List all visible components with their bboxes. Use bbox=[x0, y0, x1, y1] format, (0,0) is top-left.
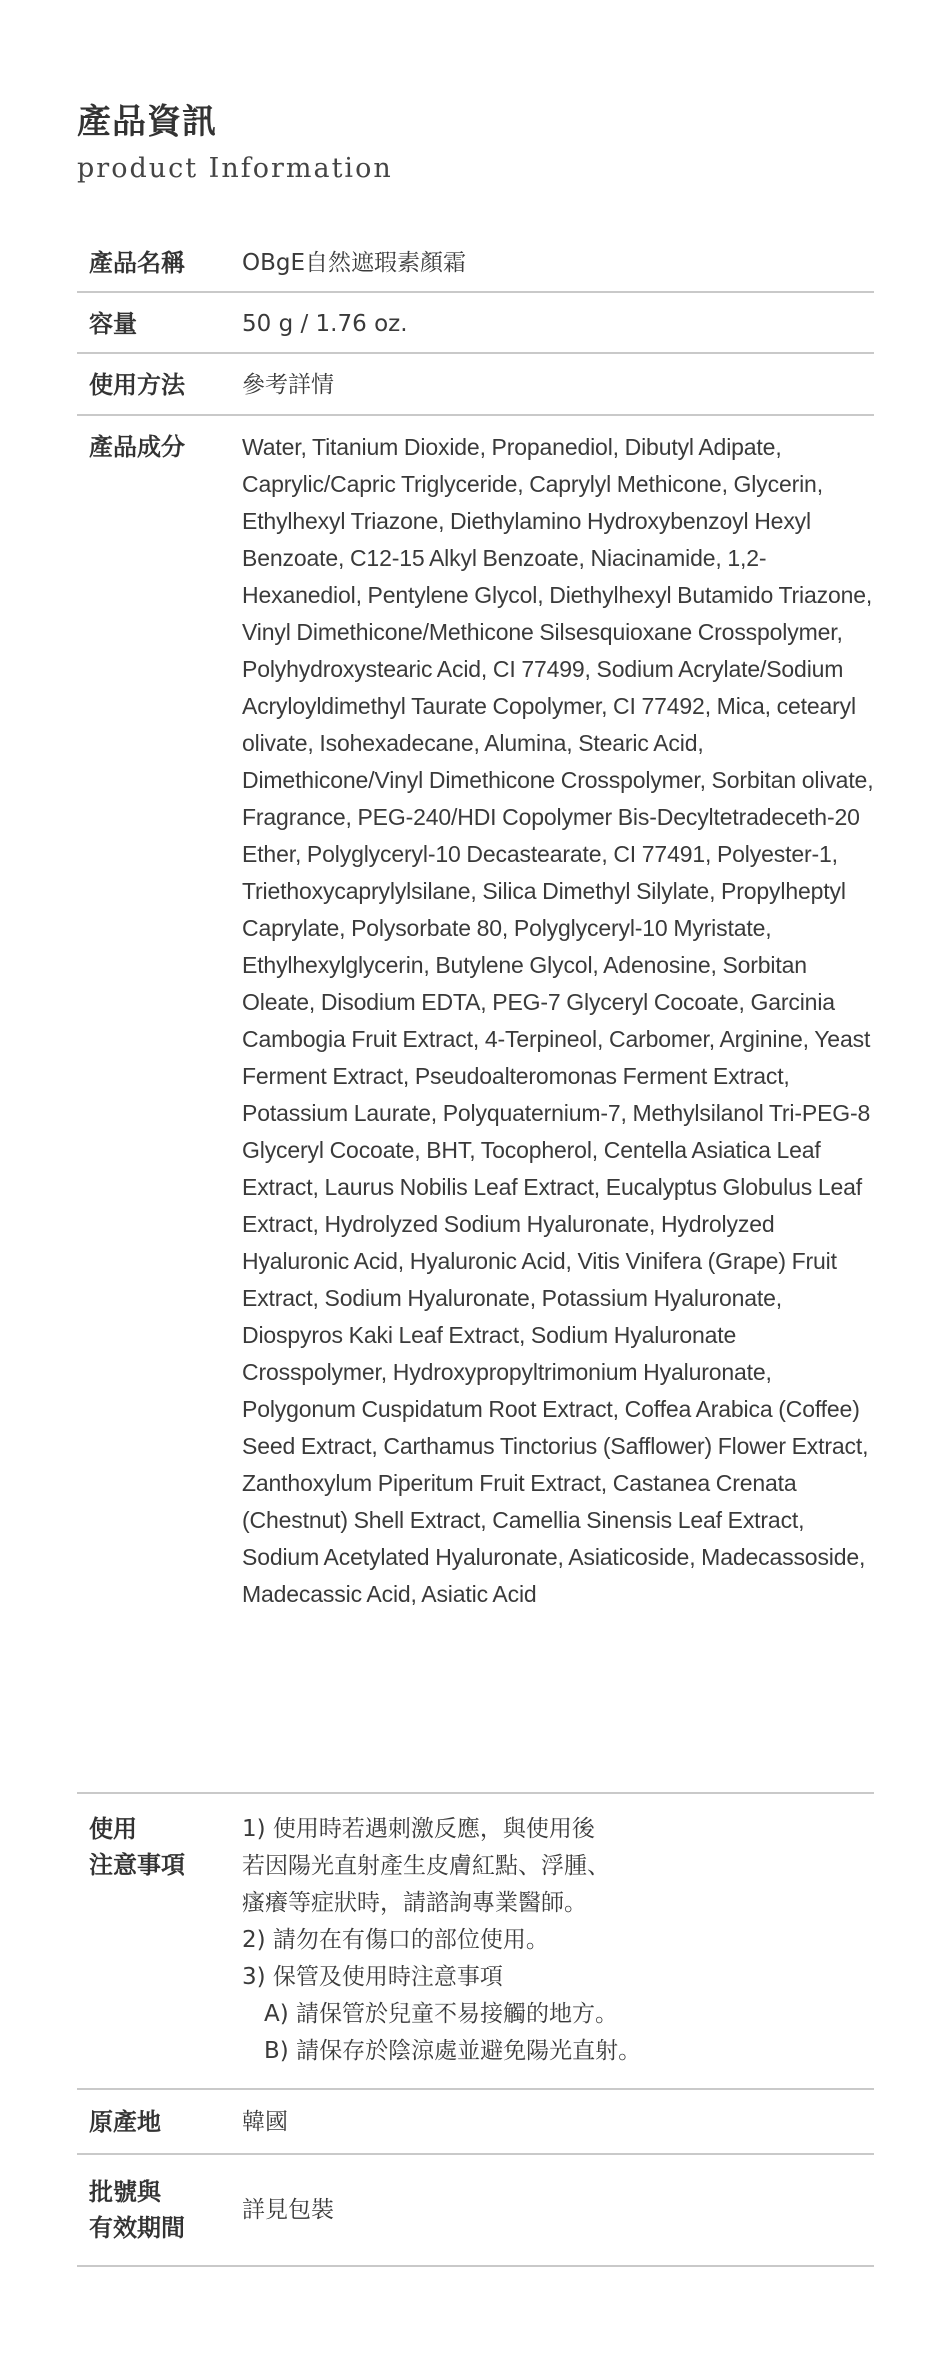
usage-value: 參考詳情 bbox=[242, 372, 334, 398]
page-subtitle: product Information bbox=[77, 153, 393, 184]
note-item: 3) 保管及使用時注意事項 bbox=[242, 1964, 503, 1990]
row-ingredients bbox=[77, 416, 874, 1794]
note-sub-item: B) 請保存於陰涼處並避免陽光直射。 bbox=[264, 2038, 642, 2064]
note-item: 瘙癢等症狀時，請諮詢專業醫師。 bbox=[242, 1890, 587, 1916]
product-name-label: 產品名稱 bbox=[89, 249, 185, 277]
row-precautions bbox=[77, 1794, 874, 2090]
row-usage bbox=[77, 354, 874, 416]
usage-label: 使用方法 bbox=[89, 371, 185, 399]
product-info-table bbox=[77, 232, 874, 2267]
row-capacity bbox=[77, 293, 874, 354]
batch-expiry-label bbox=[77, 2174, 242, 2246]
ingredients-value: Water, Titanium Dioxide, Propanediol, Dibutyl Adipate, Caprylic/Capric Triglyceride, Caprylyl Methicone, Glycerin, Ethylhexyl Triazone, Diethylamino Hydroxybenzoyl Hexyl Benzoate, C12-15 Alkyl Benzoate, Niacinamide, 1,2-Hexanediol, Pentylene Glycol, Diethylhexyl Butamido Triazone, Vinyl Dimethicone/Methicone Silsesquioxane Crosspolymer, Polyhydroxystearic Acid, CI 77499, Sodium Acrylate/Sodium Acryloyldimethyl Taurate Copolymer, CI 77492, Mica, cetearyl olivate, Isohexadecane, Alumina, Stearic Acid, Dimethicone/Vinyl Dimethicone Crosspolymer, Sorbitan olivate, Fragrance, PEG-240/HDI Copolymer Bis-Decyltetradeceth-20 Ether, Polyglyceryl-10 Decastearate, CI 77491, Polyester-1, Triethoxycaprylylsilane, Silica Dimethyl Silylate, Propylheptyl Caprylate, Polysorbate 80, Polyglyceryl-10 Myristate, Ethylhexylglycerin, Butylene Glycol, Adenosine, Sorbitan Oleate, Disodium EDTA, PEG-7 Glyceryl Cocoate, Garcinia Cambogia Fruit Extract, 4-Terpineol, Carbomer, Arginine, Yeast Ferment Extract, Pseudoalteromonas Ferment Extract, Potassium Laurate, Polyquaternium-7, Methylsilanol Tri-PEG-8 Glyceryl Cocoate, BHT, Tocopherol, Centella Asiatica Leaf Extract, Laurus Nobilis Leaf Extract, Eucalyptus Globulus Leaf Extract, Hydrolyzed Sodium Hyaluronate, Hydrolyzed Hyaluronic Acid, Hyaluronic Acid, Vitis Vinifera (Grape) Fruit Extract, Sodium Hyaluronate, Potassium Hyaluronate, Diospyros Kaki Leaf Extract, Sodium Hyaluronate Crosspolymer, Hydroxypropyltrimonium Hyaluronate, Polygonum Cuspidatum Root Extract, Coffea Arabica (Coffee) Seed Extract, Carthamus Tinctorius (Safflower) Flower Extract, Zanthoxylum Piperitum Fruit Extract, Castanea Crenata (Chestnut) Shell Extract, Camellia Sinensis Leaf Extract, Sodium Acetylated Hyaluronate, Asiaticoside, Madecassoside, Madecassic Acid, Asiatic Acid bbox=[242, 434, 874, 1607]
batch-expiry-value: 詳見包裝 bbox=[242, 2196, 334, 2223]
precautions-label-line-1: 使用 bbox=[89, 1815, 137, 1843]
note-item: 1) 使用時若遇刺激反應，與使用後 bbox=[242, 1816, 595, 1842]
ingredients-label: 產品成分 bbox=[89, 433, 185, 461]
note-item: 若因陽光直射產生皮膚紅點、浮腫、 bbox=[242, 1853, 610, 1879]
precautions-label bbox=[77, 1811, 242, 2088]
origin-label: 原產地 bbox=[89, 2108, 161, 2136]
capacity-label: 容量 bbox=[89, 310, 137, 338]
row-origin bbox=[77, 2090, 874, 2155]
title-block bbox=[77, 100, 393, 186]
batch-label-line-2: 有效期間 bbox=[89, 2214, 185, 2242]
page-title: 產品資訊 bbox=[77, 102, 217, 142]
note-sub-item: A) 請保管於兒童不易接觸的地方。 bbox=[264, 2001, 619, 2027]
precautions-label-line-2: 注意事項 bbox=[89, 1851, 185, 1879]
origin-value: 韓國 bbox=[242, 2109, 288, 2135]
capacity-value: 50 g / 1.76 oz. bbox=[242, 311, 408, 337]
precautions-notes bbox=[242, 1811, 874, 2088]
batch-label-line-1: 批號與 bbox=[89, 2178, 161, 2206]
product-name-value: OBgE自然遮瑕素顏霜 bbox=[242, 250, 467, 276]
row-product-name bbox=[77, 232, 874, 293]
row-batch-expiry bbox=[77, 2155, 874, 2267]
note-item: 2) 請勿在有傷口的部位使用。 bbox=[242, 1927, 549, 1953]
